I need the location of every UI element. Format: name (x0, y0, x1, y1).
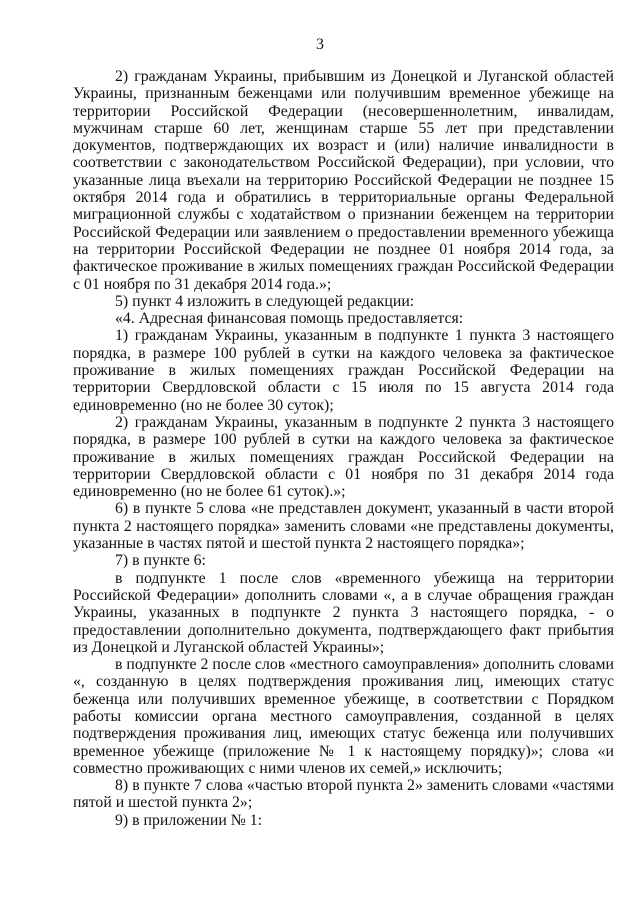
paragraph-point-5: 5) пункт 4 изложить в следующей редакции: (115, 292, 415, 310)
paragraph-point-7: 7) в пункте 6: (115, 552, 206, 570)
page-number: 3 (316, 36, 324, 53)
paragraph-point-6: 6) в пункте 5 слова «не представлен документ, указанный в части второй пункта 2 настоящего порядка» заменить словами «не представлены документы, указанные в частях пятой и шестой пункта 2 настоящего порядка»; (73, 500, 614, 553)
paragraph-point-7-sub-1: в подпункте 1 после слов «временного убежища на территории Российской Федерации» дополнить словами «, а в случае обращения граждан Украины, указанных в подпункте 2 пункта 3 настоящего порядка, - о предоставлении дополнительно документа, подтверждающего факт прибытия из Донецкой и Луганской областей Украины»; (73, 569, 614, 656)
paragraph-point-4-heading: «4. Адресная финансовая помощь предоставляется: (115, 310, 464, 328)
paragraph-point-9: 9) в приложении № 1: (115, 811, 263, 829)
paragraph-point-7-sub-2: в подпункте 2 после слов «местного самоуправления» дополнить словами «, созданную в целях подтверждения проживания лиц, имеющих статус беженца или получивших временное убежище, в соответствии с Порядком работы комиссии органа местного самоуправления, созданной в целях подтверждения проживания лиц, имеющих статус беженца или получивших временное убежище (приложение № 1 к настоящему порядку)»; слова «и совместно проживающих с ними членов их семей,» исключить; (73, 656, 614, 777)
paragraph-item-2: 2) гражданам Украины, прибывшим из Донецкой и Луганской областей Украины, признанным беженцами или получившим временное убежище на территории Российской Федерации (несовершеннолетним, инвалидам, мужчинам старше 60 лет, женщинам старше 55 лет при представлении документов, подтверждающих их возраст и (или) наличие инвалидности в соответствии с законодательством Российской Федерации), при условии, что указанные лица въехали на территорию Российской Федерации не позднее 15 октября 2014 года и обратились в территориальные органы Федеральной миграционной службы с ходатайством о признании беженцем на территории Российской Федерации или заявлением о предоставлении временного убежища на территории Российской Федерации не позднее 01 ноября 2014 года, за фактическое проживание в жилых помещениях граждан Российской Федерации с 01 ноября по 31 декабря 2014 года.»; (73, 68, 614, 293)
paragraph-point-8: 8) в пункте 7 слова «частью второй пункта 2» заменить словами «частями пятой и шестой пункта 2»; (73, 777, 614, 812)
paragraph-subitem-2: 2) гражданам Украины, указанным в подпункте 2 пункта 3 настоящего порядка, в размере 100 рублей в сутки на каждого человека за фактическое проживание в жилых помещениях граждан Российской Федерации на территории Свердловской области с 01 ноября по 31 декабря 2014 года единовременно (но не более 61 суток).»; (73, 413, 614, 501)
paragraph-subitem-1: 1) гражданам Украины, указанным в подпункте 1 пункта 3 настоящего порядка, в размере 100 рублей в сутки на каждого человека за фактическое проживание в жилых помещениях граждан Российской Федерации на территории Свердловской области с 15 июля по 15 августа 2014 года единовременно (но не более 30 суток); (73, 327, 614, 414)
document-body (73, 68, 614, 829)
